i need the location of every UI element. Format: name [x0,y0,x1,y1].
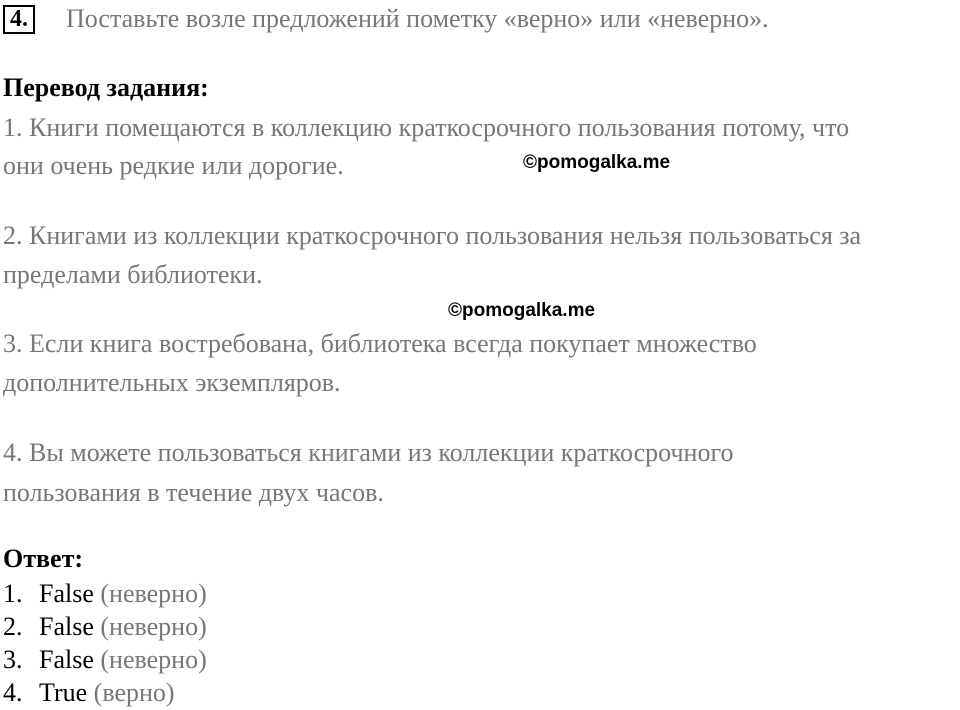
answer-note: (верно) [93,678,175,707]
answer-number: 3. [3,645,23,674]
answer-value: True [39,678,88,707]
answer-note: (неверно) [100,645,207,674]
answer-heading: Ответ: [3,544,84,573]
answer-value: False [39,612,94,641]
statement-2-line-1: 2. Книгами из коллекции краткосрочного пользования нельзя пользоваться за [3,221,862,250]
answer-value: False [39,645,94,674]
translation-heading: Перевод задания: [3,73,209,102]
answer-value: False [39,579,94,608]
watermark: ©pomogalka.me [523,152,671,173]
answer-note: (неверно) [100,579,207,608]
answer-item [3,611,207,643]
task-number-box: 4. [3,5,35,34]
statement-3-line-1: 3. Если книга востребована, библиотека всегда покупает множество [3,329,757,358]
answer-item [3,677,175,709]
statement-1-line-1: 1. Книги помещаются в коллекцию краткосрочного пользования потому, что [3,113,850,142]
statement-4-line-1: 4. Вы можете пользоваться книгами из коллекции краткосрочного [3,438,734,467]
answer-note: (неверно) [100,612,207,641]
task-instruction: Поставьте возле предложений пометку «верно» или «неверно». [66,4,769,33]
statement-3-line-2: дополнительных экземпляров. [3,368,341,397]
statement-1-line-2: они очень редкие или дорогие. [3,151,344,180]
answer-number: 2. [3,612,23,641]
answer-number: 1. [3,579,23,608]
watermark: ©pomogalka.me [448,300,596,321]
answer-number: 4. [3,678,23,707]
answer-item [3,578,207,610]
answer-item [3,644,207,676]
statement-2-line-2: пределами библиотеки. [3,260,263,289]
statement-4-line-2: пользования в течение двух часов. [3,478,384,507]
